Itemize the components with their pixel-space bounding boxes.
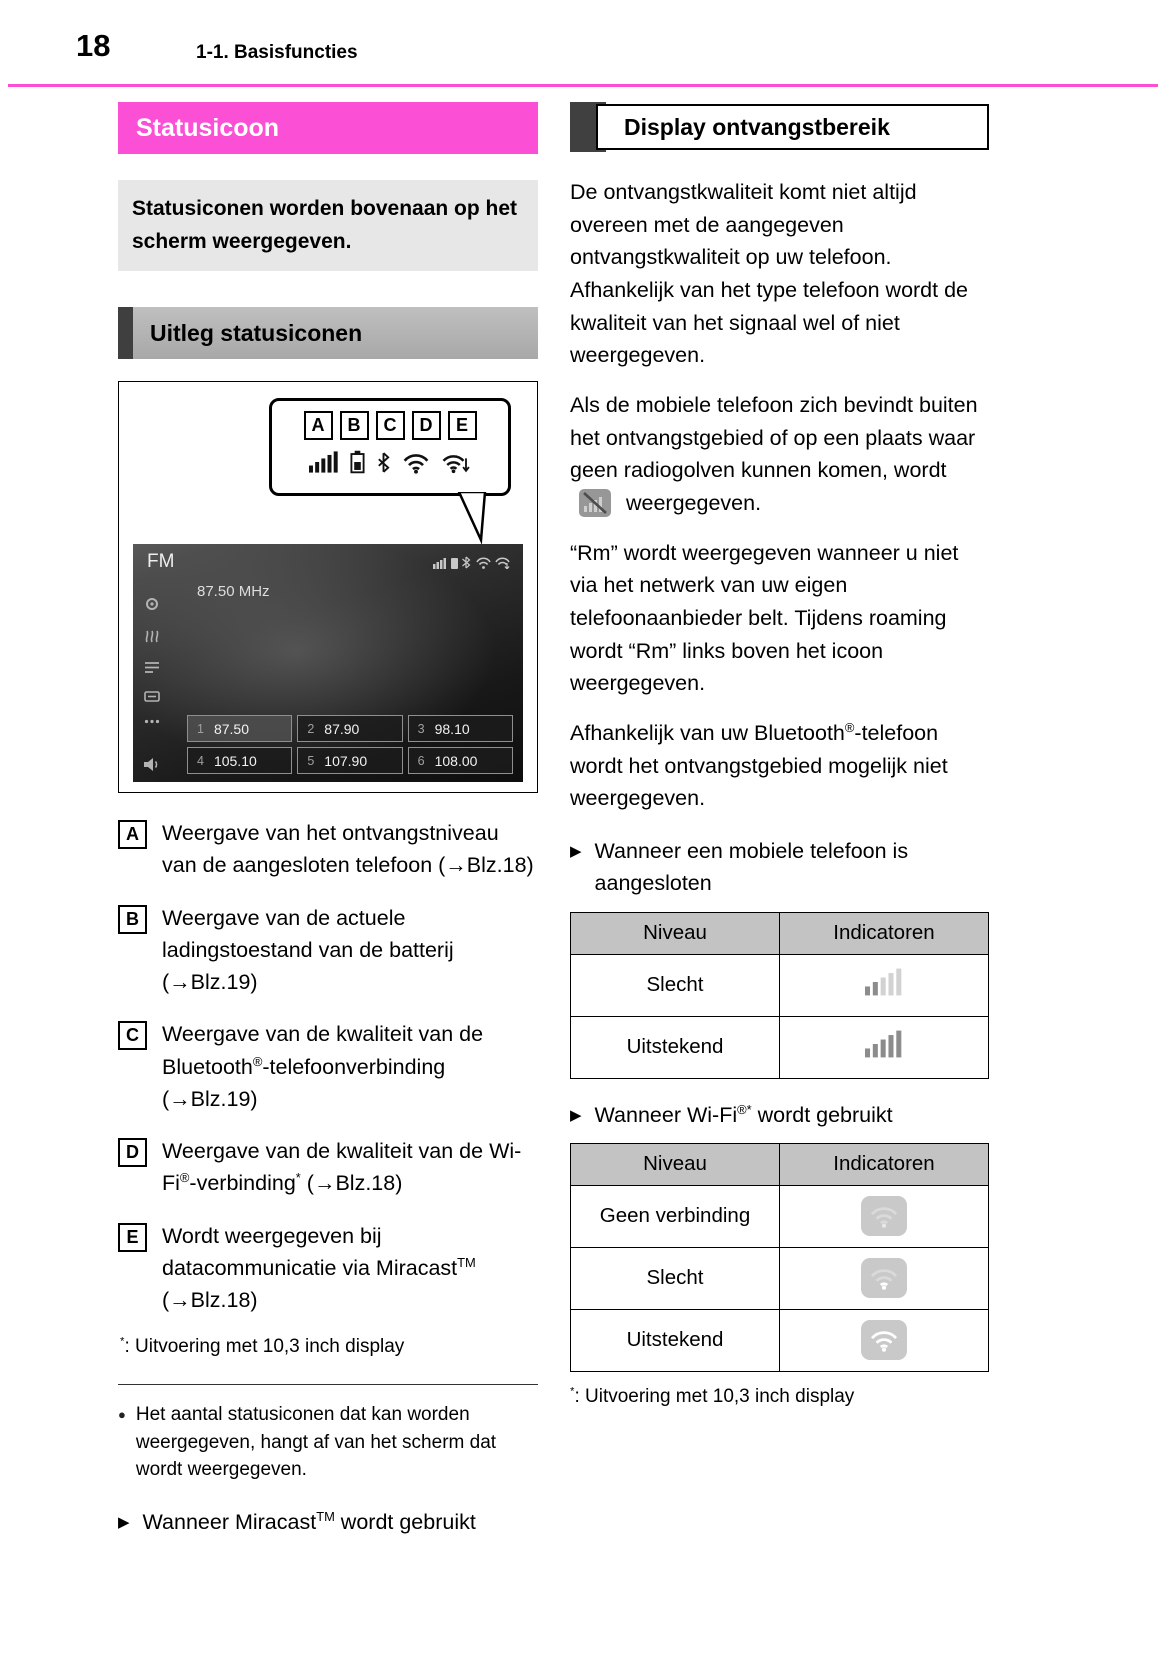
subsection-heading <box>118 307 538 359</box>
table-header-row <box>571 1143 989 1185</box>
preset-button-1 <box>187 715 292 742</box>
preset-button-3 <box>408 715 513 742</box>
station-list-icon <box>144 661 160 674</box>
preset-frequency: 87.90 <box>324 720 360 737</box>
screen-status-icons <box>433 556 513 569</box>
section-title-frame <box>570 102 989 152</box>
divider-rule <box>118 1384 538 1385</box>
callout-bubble <box>269 398 511 496</box>
frequency-readout: 87.50 MHz <box>197 583 270 601</box>
paragraph-bluetooth: Afhankelijk van uw Bluetooth®-telefoon wordt het ontvangstgebied mogelijk niet weergegeven. <box>570 719 948 811</box>
key-box-c: C <box>118 1021 147 1050</box>
chapter-title: Statusicoon <box>136 113 280 142</box>
left-column <box>118 102 538 1538</box>
level-cell: Uitstekend <box>571 1309 780 1371</box>
callout-label-b: B <box>340 411 369 440</box>
miracast-usage-text: ▶ Wanneer Miracast™ wordt gebruikt <box>142 1508 476 1534</box>
footnote: *: Uitvoering met 10,3 inch display <box>570 1385 855 1407</box>
callout-label-e: E <box>448 411 477 440</box>
col-header-indicatoren: Indicatoren <box>780 912 989 954</box>
no-signal-icon <box>579 489 611 517</box>
legend-text: Wordt weergegeven bij datacommunicatie via Miracast™ (→Blz.18) <box>162 1223 476 1313</box>
preset-button-2 <box>297 715 402 742</box>
wifi-strong-icon <box>861 1320 907 1360</box>
table-row <box>571 954 989 1016</box>
section-title-box <box>596 104 989 150</box>
intro-text: Statusiconen worden bovenaan op het scherm weergegeven. <box>132 197 518 253</box>
preset-frequency: 107.90 <box>324 752 368 769</box>
callout-letter-row <box>272 411 508 440</box>
right-column <box>570 102 989 1408</box>
table-header-row <box>571 912 989 954</box>
bluetooth-icon <box>376 451 391 474</box>
preset-number: 6 <box>417 753 425 768</box>
level-cell: Slecht <box>571 954 780 1016</box>
preset-number: 5 <box>307 753 315 768</box>
callout-icon-row <box>272 446 508 474</box>
section-breadcrumb: 1-1. Basisfuncties <box>196 42 358 63</box>
key-box-a: A <box>118 820 147 849</box>
level-cell: Slecht <box>571 1247 780 1309</box>
intro-box <box>118 180 538 271</box>
paragraph-reception-quality: De ontvangstkwaliteit komt niet altijd overeen met de aangegeven ontvangstkwaliteit op uw telefoon. Afhankelijk van het type telefoon wordt de kwaliteit van het signaal wel of niet weergegeven. <box>570 180 969 368</box>
key-box-d: D <box>118 1138 147 1167</box>
paragraph-roaming: “Rm” wordt weergegeven wanneer u niet via het netwerk van uw eigen telefoonaanbieder belt. Tijdens roaming wordt “Rm” links boven het icoon weergegeven. <box>570 540 959 696</box>
preset-frequency: 98.10 <box>434 720 470 737</box>
phone-signal-table <box>570 912 989 1079</box>
preset-frequency: 108.00 <box>434 752 478 769</box>
preset-button-5 <box>297 747 402 774</box>
legend-item-b <box>118 902 538 999</box>
col-header-indicatoren: Indicatoren <box>780 1143 989 1185</box>
preset-number: 2 <box>307 721 315 736</box>
legend-item-d <box>118 1135 538 1200</box>
legend-item-c <box>118 1018 538 1115</box>
indicator-cell <box>780 1185 989 1247</box>
chapter-title-banner <box>118 102 538 154</box>
table-row <box>571 1309 989 1371</box>
legend-text: Weergave van de kwaliteit van de Bluetooth®-telefoonverbinding (→Blz.19) <box>162 1022 484 1111</box>
preset-frequency: 87.50 <box>213 720 249 737</box>
key-box-b: B <box>118 905 147 934</box>
more-dots-icon <box>144 719 160 724</box>
waves-icon <box>144 629 160 644</box>
radio-screen <box>133 544 523 782</box>
legend-text: Weergave van de actuele ladingstoestand van de batterij (→Blz.19) <box>162 905 454 995</box>
callout-label-a: A <box>304 411 333 440</box>
table-row <box>571 1016 989 1078</box>
level-cell: Uitstekend <box>571 1016 780 1078</box>
callout-label-d: D <box>412 411 441 440</box>
volume-icon <box>143 757 161 772</box>
preset-grid <box>187 715 513 774</box>
indicator-cell <box>780 1309 989 1371</box>
phone-connected-text: ▶ Wanneer een mobiele telefoon is aangesloten <box>594 839 909 896</box>
preset-number: 1 <box>197 721 204 736</box>
callout-pointer <box>457 492 497 544</box>
table-row <box>571 1185 989 1247</box>
legend-item-a <box>118 817 538 882</box>
note-text: ● Het aantal statusiconen dat kan worden weergegeven, hangt af van het scherm dat wordt weergegeven. <box>135 1404 497 1481</box>
media-tray-icon <box>144 691 160 702</box>
wifi-weak-icon <box>861 1258 907 1298</box>
preset-number: 4 <box>197 753 204 768</box>
preset-frequency: 105.10 <box>213 752 257 769</box>
preset-number: 3 <box>417 721 425 736</box>
signal-weak-icon <box>865 968 903 996</box>
col-header-niveau: Niveau <box>571 1143 780 1185</box>
legend-text: Weergave van het ontvangstniveau van de aangesloten telefoon (→Blz.18) <box>162 821 534 878</box>
preset-button-4 <box>187 747 292 774</box>
legend-list <box>118 817 538 1316</box>
subsection-tab <box>118 307 133 359</box>
screen-top-bar <box>133 544 523 573</box>
wifi-icon <box>402 451 430 474</box>
wifi-used-heading <box>570 1099 989 1131</box>
callout-label-c: C <box>376 411 405 440</box>
wifi-none-icon <box>861 1196 907 1236</box>
battery-icon <box>350 450 365 474</box>
note-bullet-item <box>118 1401 538 1484</box>
signal-icon <box>309 450 339 474</box>
preset-button-6 <box>408 747 513 774</box>
wifi-signal-table <box>570 1143 989 1372</box>
wifi-used-text: ▶ Wanneer Wi-Fi®* wordt gebruikt <box>594 1101 893 1127</box>
miracast-icon <box>441 451 471 474</box>
page-number: 18 <box>76 28 111 63</box>
miracast-usage-item <box>118 1506 538 1538</box>
section-title: Display ontvangstbereik <box>624 113 890 140</box>
phone-connected-heading <box>570 835 989 900</box>
indicator-cell <box>780 1016 989 1078</box>
key-box-e: E <box>118 1223 147 1252</box>
header-rule <box>8 84 1158 87</box>
signal-strong-icon <box>865 1030 903 1058</box>
col-header-niveau: Niveau <box>571 912 780 954</box>
screen-sidebar <box>133 590 171 746</box>
level-cell: Geen verbinding <box>571 1185 780 1247</box>
table-row <box>571 1247 989 1309</box>
paragraph-out-of-range: Als de mobiele telefoon zich bevindt buiten het ontvangstgebied of op een plaats waar geen radiogolven kunnen komen, wordt weergegeven. <box>570 393 978 516</box>
indicator-cell <box>780 954 989 1016</box>
status-icons-figure <box>118 381 538 793</box>
legend-item-e <box>118 1220 538 1317</box>
band-label: FM <box>147 551 175 573</box>
footnote: *: Uitvoering met 10,3 inch display <box>120 1336 405 1358</box>
subsection-title: Uitleg statusiconen <box>150 319 363 346</box>
gear-icon <box>144 596 160 612</box>
indicator-cell <box>780 1247 989 1309</box>
legend-text: Weergave van de kwaliteit van de Wi-Fi®-verbinding* (→Blz.18) <box>162 1139 522 1196</box>
